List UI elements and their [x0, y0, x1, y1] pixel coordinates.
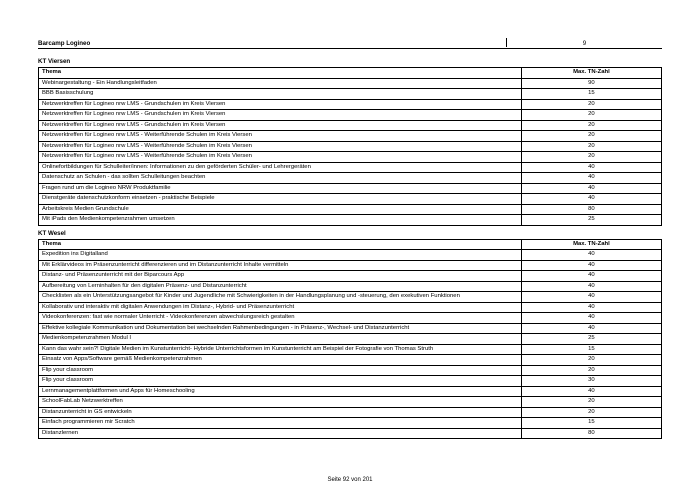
column-header: Thema	[39, 239, 522, 250]
max-participants-cell: 40	[521, 292, 661, 303]
table-row	[39, 428, 662, 439]
topic-cell: Einfach programmieren mir Scratch	[39, 418, 522, 429]
table-row	[39, 110, 662, 121]
section-label: KT Viersen	[38, 58, 71, 65]
max-participants-cell: 40	[521, 281, 661, 292]
max-participants-cell: 20	[521, 120, 661, 131]
table-row	[39, 173, 662, 184]
table-row	[39, 215, 662, 226]
topic-cell: Einsatz von Apps/Software gemäß Medienkompetenzrahmen	[39, 355, 522, 366]
topics-table	[38, 239, 662, 440]
table-row	[39, 152, 662, 163]
max-participants-cell: 20	[521, 407, 661, 418]
topic-cell: Netzwerktreffen für Logineo nrw LMS - Grundschulen im Kreis Viersen	[39, 110, 522, 121]
max-participants-cell: 15	[521, 344, 661, 355]
topic-cell: Flip your classroom	[39, 365, 522, 376]
topic-cell: Arbeitskreis Medien Grundschule	[39, 204, 522, 215]
table-row	[39, 334, 662, 345]
table-row	[39, 302, 662, 313]
table-row	[39, 99, 662, 110]
max-participants-cell: 15	[521, 89, 661, 100]
max-participants-cell: 15	[521, 418, 661, 429]
table-row	[39, 323, 662, 334]
topic-cell: Datenschutz an Schulen - das sollten Schulleitungen beachten	[39, 173, 522, 184]
table-row	[39, 194, 662, 205]
table-row	[39, 407, 662, 418]
table-row	[39, 131, 662, 142]
page-footer: Seite 92 von 201	[327, 477, 373, 483]
running-head	[38, 38, 662, 49]
max-participants-cell: 40	[521, 183, 661, 194]
max-participants-cell: 90	[521, 78, 661, 89]
table-row	[39, 386, 662, 397]
max-participants-cell: 20	[521, 152, 661, 163]
max-participants-cell: 20	[521, 131, 661, 142]
table-row	[39, 89, 662, 100]
running-head-spacer	[90, 38, 507, 47]
table-row	[39, 260, 662, 271]
max-participants-cell: 20	[521, 141, 661, 152]
table-row	[39, 281, 662, 292]
column-header: Thema	[39, 68, 522, 79]
topic-cell: Aufbereitung von Lerninhalten für den digitalen Präsenz- und Distanzunterricht	[39, 281, 522, 292]
max-participants-cell: 40	[521, 250, 661, 261]
topic-cell: Flip your classroom	[39, 376, 522, 387]
section-label: KT Wesel	[38, 229, 66, 237]
max-participants-cell: 20	[521, 355, 661, 366]
table-row	[39, 204, 662, 215]
table-row	[39, 418, 662, 429]
max-participants-cell: 20	[521, 99, 661, 110]
table-row	[39, 250, 662, 261]
topic-cell: Netzwerktreffen für Logineo nrw LMS - Weiterführende Schulen im Kreis Viersen	[39, 131, 522, 142]
column-header: Max. TN-Zahl	[521, 68, 661, 79]
topic-cell: Expedition ins Digitalland	[39, 250, 522, 261]
table-row	[39, 355, 662, 366]
topic-cell: Netzwerktreffen für Logineo nrw LMS - Grundschulen im Kreis Viersen	[39, 120, 522, 131]
topic-cell: Distanzlernen	[39, 428, 522, 439]
max-participants-cell: 25	[521, 334, 661, 345]
sections-container	[38, 58, 662, 439]
topic-cell: Dienstgeräte datenschutzkonform einsetzen - praktische Beispiele	[39, 194, 522, 205]
table-header-row	[39, 68, 662, 79]
max-participants-cell: 40	[521, 271, 661, 282]
table-row	[39, 376, 662, 387]
topic-cell: Distanz- und Präsenzunterricht mit der Biparcours App	[39, 271, 522, 282]
table-row	[39, 271, 662, 282]
topic-cell: Lernmanagementplattformen und Apps für Homeschooling	[39, 386, 522, 397]
table-row	[39, 313, 662, 324]
topic-cell: BBB Basisschulung	[39, 89, 522, 100]
topic-cell: Medienkompetenzrahmen Modul I	[39, 334, 522, 345]
running-head-title: Barcamp Logineo	[38, 40, 91, 47]
topic-cell: Effektive kollegiale Kommunikation und Dokumentation bei wechselnden Rahmenbedingungen - in Präsenz-, Wechsel- und Distanzunterricht	[39, 323, 522, 334]
topic-cell: Fragen rund um die Logineo NRW Produktfamilie	[39, 183, 522, 194]
table-row	[39, 397, 662, 408]
topic-cell: Videokonferenzen: fast wie normaler Unterricht - Videokonferenzen abwechslungsreich gestalten	[39, 313, 522, 324]
max-participants-cell: 20	[521, 365, 661, 376]
table-row	[39, 78, 662, 89]
table-row	[39, 344, 662, 355]
max-participants-cell: 40	[521, 313, 661, 324]
topic-cell: Mit iPads den Medienkompetenzrahmen umsetzen	[39, 215, 522, 226]
max-participants-cell: 80	[521, 428, 661, 439]
table-row	[39, 365, 662, 376]
max-participants-cell: 40	[521, 302, 661, 313]
max-participants-cell: 40	[521, 194, 661, 205]
table-header-row	[39, 239, 662, 250]
max-participants-cell: 20	[521, 397, 661, 408]
max-participants-cell: 40	[521, 386, 661, 397]
topic-cell: Onlinefortbildungen für Schulleiter/innen: Informationen zu den geförderten Schüler- und Lehrergeräten	[39, 162, 522, 173]
topic-cell: SchoolFabLab Netzwerktreffen	[39, 397, 522, 408]
topic-cell: Netzwerktreffen für Logineo nrw LMS - Grundschulen im Kreis Viersen	[39, 99, 522, 110]
max-participants-cell: 40	[521, 173, 661, 184]
table-row	[39, 141, 662, 152]
topic-cell: Checklisten als ein Unterstützungsangebot für Kinder und Jugendliche mit Schwierigkeiten in der Handlungsplanung und -steuerung, den exekutiven Funktionen	[39, 292, 522, 303]
max-participants-cell: 20	[521, 110, 661, 121]
running-head-page-number: 9	[582, 40, 587, 47]
table-row	[39, 120, 662, 131]
max-participants-cell: 80	[521, 204, 661, 215]
topic-cell: Kollaborativ und interaktiv mit digitalen Anwendungen im Distanz-, Hybrid- und Präsenzunterricht	[39, 302, 522, 313]
topic-cell: Netzwerktreffen für Logineo nrw LMS - Weiterführende Schulen im Kreis Viersen	[39, 141, 522, 152]
topic-cell: Webinargestaltung - Ein Handlungsleitfaden	[39, 78, 522, 89]
max-participants-cell: 40	[521, 260, 661, 271]
max-participants-cell: 40	[521, 162, 661, 173]
max-participants-cell: 25	[521, 215, 661, 226]
topics-table	[38, 67, 662, 226]
topic-cell: Distanzunterricht in GS entwickeln	[39, 407, 522, 418]
table-row	[39, 292, 662, 303]
topic-cell: Netzwerktreffen für Logineo nrw LMS - Weiterführende Schulen im Kreis Viersen	[39, 152, 522, 163]
topic-cell: Kann das wahr sein?! Digitale Medien im Kunstunterricht- Hybride Unterrichtsformen im Kunstunterricht am Beispiel der Fotografie von Thomas Struth	[39, 344, 522, 355]
table-row	[39, 183, 662, 194]
column-header: Max. TN-Zahl	[521, 239, 661, 250]
max-participants-cell: 40	[521, 323, 661, 334]
table-row	[39, 162, 662, 173]
topic-cell: Mit Erklärvideos im Präsenzunterricht differenzieren und im Distanzunterricht Inhalte vermitteln	[39, 260, 522, 271]
max-participants-cell: 30	[521, 376, 661, 387]
